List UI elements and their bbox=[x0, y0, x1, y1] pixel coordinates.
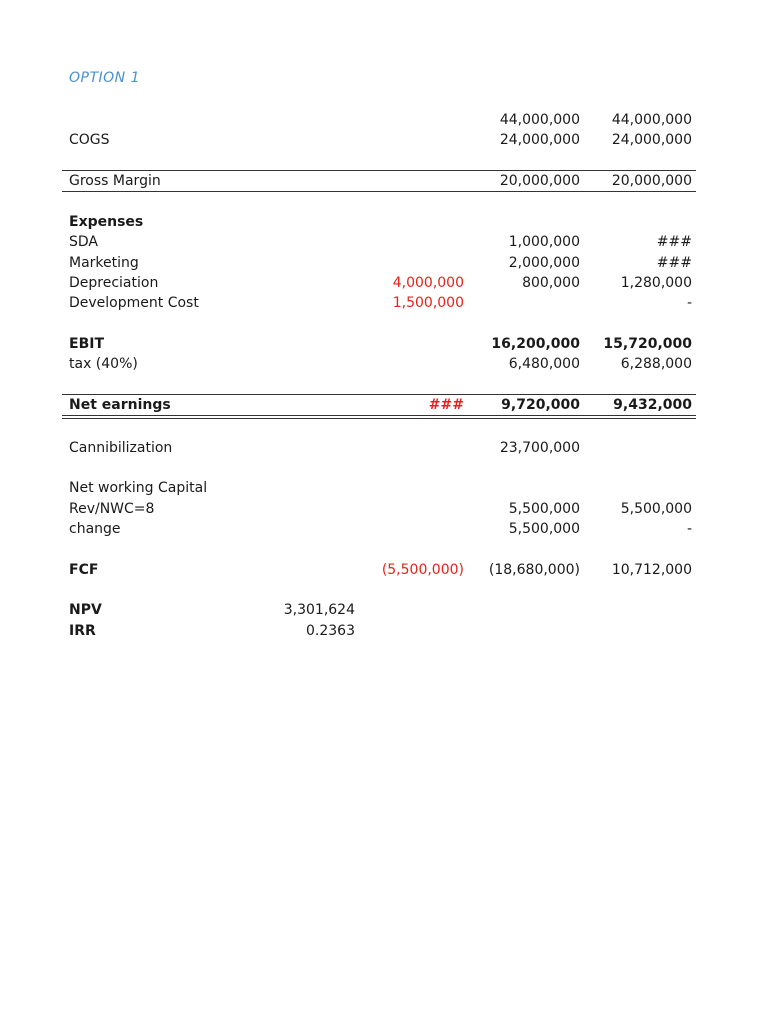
gross-margin-bottom-border bbox=[62, 191, 696, 192]
net-earnings-year1: 9,720,000 bbox=[501, 397, 580, 413]
tax-label: tax (40%) bbox=[69, 356, 138, 372]
depreciation-label: Depreciation bbox=[69, 275, 159, 291]
sda-label: SDA bbox=[69, 234, 98, 250]
fcf-year2: 10,712,000 bbox=[611, 562, 692, 578]
tax-year2: 6,288,000 bbox=[620, 356, 692, 372]
change-label: change bbox=[69, 521, 121, 537]
sheet-title: OPTION 1 bbox=[69, 70, 140, 86]
npv-label: NPV bbox=[69, 602, 102, 618]
revenue-year2: 44,000,000 bbox=[611, 112, 692, 128]
cogs-year1: 24,000,000 bbox=[499, 132, 580, 148]
gross-margin-year1: 20,000,000 bbox=[499, 173, 580, 189]
marketing-year2: ### bbox=[656, 255, 692, 271]
npv-value: 3,301,624 bbox=[283, 602, 355, 618]
ebit-label: EBIT bbox=[69, 336, 104, 352]
net-earnings-top-border bbox=[62, 394, 696, 395]
irr-label: IRR bbox=[69, 623, 96, 639]
ebit-year1: 16,200,000 bbox=[491, 336, 580, 352]
cannibilization-year1: 23,700,000 bbox=[499, 440, 580, 456]
fcf-year1: (18,680,000) bbox=[488, 562, 580, 578]
sda-year1: 1,000,000 bbox=[508, 234, 580, 250]
development-cost-year2: - bbox=[686, 295, 692, 311]
depreciation-year2: 1,280,000 bbox=[620, 275, 692, 291]
net-earnings-double-border-2 bbox=[62, 418, 696, 419]
change-year1: 5,500,000 bbox=[508, 521, 580, 537]
net-earnings-label: Net earnings bbox=[69, 397, 171, 413]
irr-value: 0.2363 bbox=[306, 623, 355, 639]
net-earnings-double-border-1 bbox=[62, 415, 696, 416]
gross-margin-top-border bbox=[62, 170, 696, 171]
change-year2: - bbox=[686, 521, 692, 537]
gross-margin-year2: 20,000,000 bbox=[611, 173, 692, 189]
fcf-year0: (5,500,000) bbox=[381, 562, 464, 578]
expenses-heading: Expenses bbox=[69, 214, 144, 230]
depreciation-year1: 800,000 bbox=[522, 275, 580, 291]
ebit-year2: 15,720,000 bbox=[603, 336, 692, 352]
net-earnings-year0: ### bbox=[428, 397, 464, 413]
depreciation-year0: 4,000,000 bbox=[392, 275, 464, 291]
rev-nwc-year1: 5,500,000 bbox=[508, 501, 580, 517]
rev-nwc-year2: 5,500,000 bbox=[620, 501, 692, 517]
sda-year2: ### bbox=[656, 234, 692, 250]
nwc-label: Net working Capital bbox=[69, 480, 208, 496]
gross-margin-label: Gross Margin bbox=[69, 173, 161, 189]
fcf-label: FCF bbox=[69, 562, 99, 578]
cannibilization-label: Cannibilization bbox=[69, 440, 173, 456]
cogs-year2: 24,000,000 bbox=[611, 132, 692, 148]
rev-nwc-label: Rev/NWC=8 bbox=[69, 501, 155, 517]
tax-year1: 6,480,000 bbox=[508, 356, 580, 372]
cogs-label: COGS bbox=[69, 132, 110, 148]
development-cost-year0: 1,500,000 bbox=[392, 295, 464, 311]
marketing-year1: 2,000,000 bbox=[508, 255, 580, 271]
marketing-label: Marketing bbox=[69, 255, 139, 271]
development-cost-label: Development Cost bbox=[69, 295, 199, 311]
net-earnings-year2: 9,432,000 bbox=[613, 397, 692, 413]
revenue-year1: 44,000,000 bbox=[499, 112, 580, 128]
